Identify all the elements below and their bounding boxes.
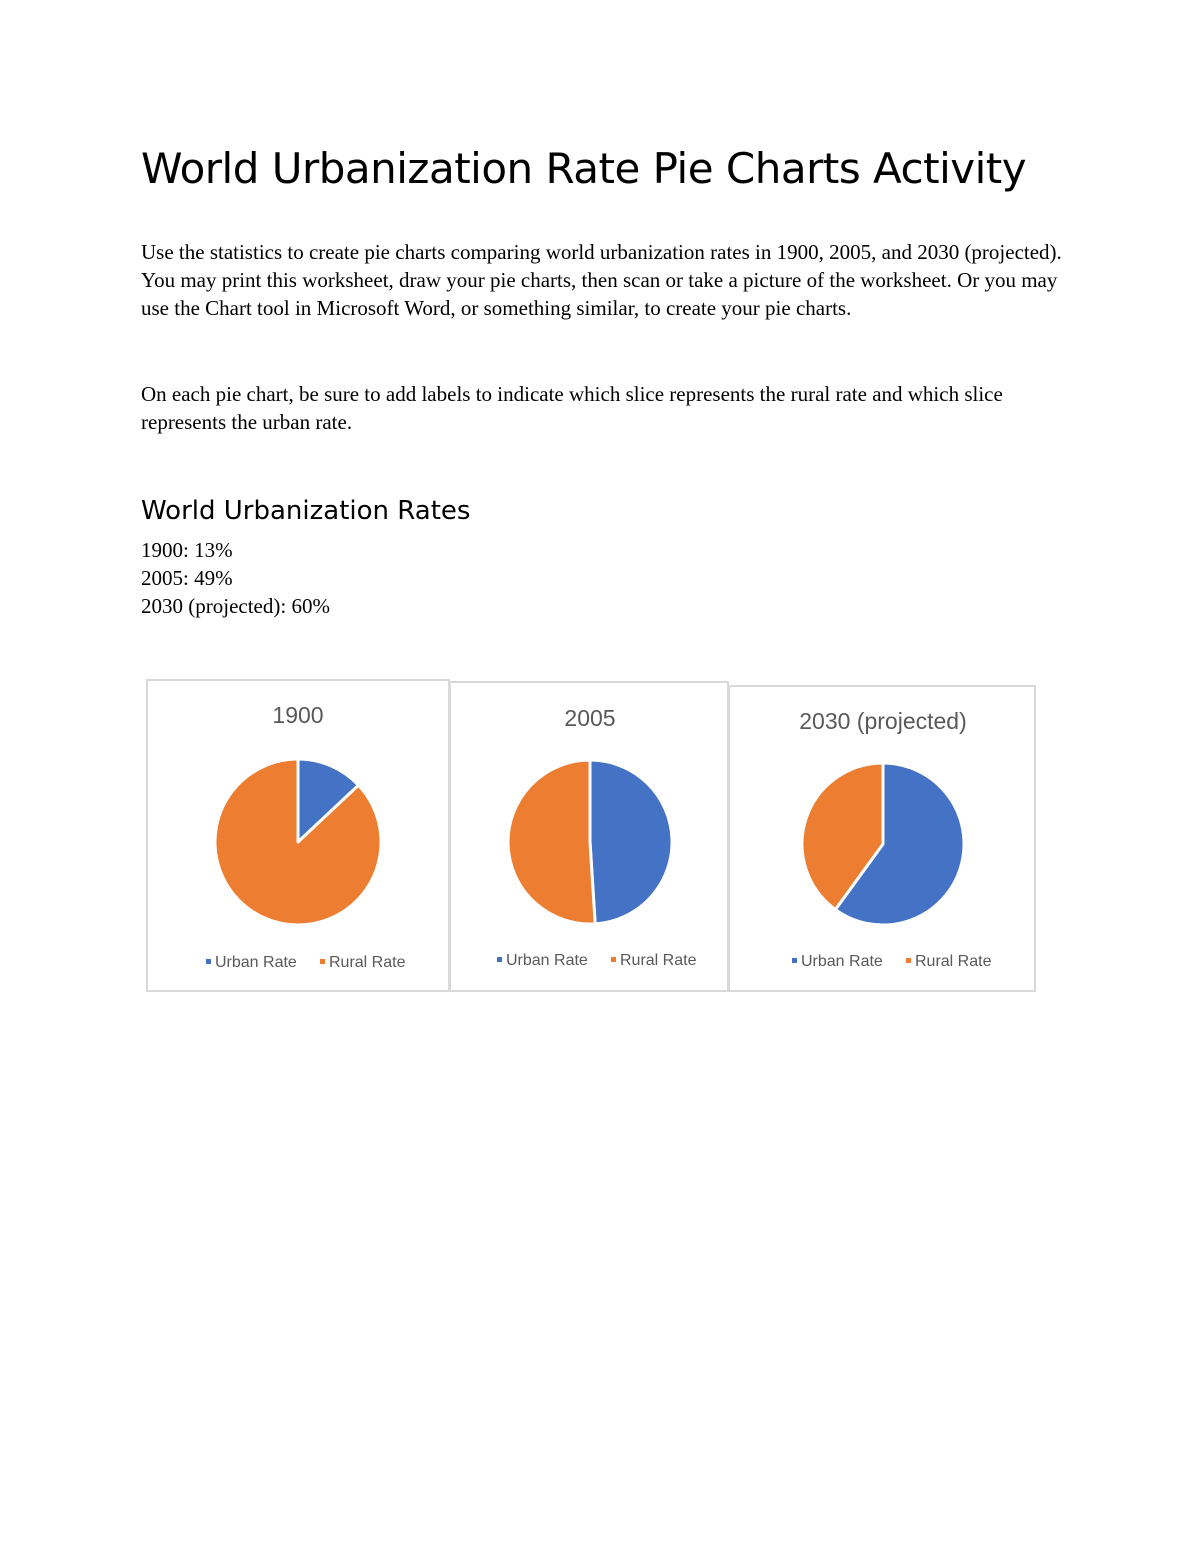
legend-urban-marker: [792, 958, 797, 963]
pie-svg: [148, 681, 448, 990]
legend-rural-label: Rural Rate: [620, 952, 697, 969]
rural-slice: [508, 760, 595, 924]
legend-urban-label: Urban Rate: [215, 954, 297, 971]
pie-chart-2005: [449, 681, 729, 992]
legend-rural-label: Rural Rate: [915, 953, 992, 970]
pie-chart-2030: [728, 685, 1036, 992]
stat-2005: 2005: 49%: [141, 566, 233, 590]
instructions-paragraph: Use the statistics to create pie charts comparing world urbanization rates in 1900, 2005, and 2030 (projected). You may print this worksheet, draw your pie charts, then scan or take a picture of the worksheet. Or you may use the Chart tool in Microsoft Word, or something similar, to create your pie charts.: [141, 240, 1062, 320]
chart-title: 1900: [272, 702, 324, 728]
stats-list: [141, 536, 330, 620]
legend-urban-marker: [206, 959, 211, 964]
section-heading: World Urbanization Rates: [141, 496, 471, 526]
legend-urban-label: Urban Rate: [801, 953, 883, 970]
urban-slice: [590, 760, 672, 924]
stat-2030: 2030 (projected): 60%: [141, 594, 330, 618]
legend-rural-marker: [906, 958, 911, 963]
page-title: World Urbanization Rate Pie Charts Activity: [141, 144, 1027, 193]
chart-title: 2005: [564, 705, 616, 731]
pie-chart-1900: [146, 679, 450, 992]
stat-1900: 1900: 13%: [141, 538, 233, 562]
pie-svg: [730, 687, 1034, 990]
legend-rural-marker: [611, 957, 616, 962]
chart-title: 2030 (projected): [799, 708, 967, 734]
pie-svg: [451, 683, 727, 990]
legend-urban-marker: [497, 957, 502, 962]
labels-paragraph: On each pie chart, be sure to add labels to indicate which slice represents the rural rate and which slice represents the urban rate.: [141, 382, 1003, 434]
legend-rural-marker: [320, 959, 325, 964]
legend-rural-label: Rural Rate: [329, 954, 406, 971]
legend-urban-label: Urban Rate: [506, 952, 588, 969]
